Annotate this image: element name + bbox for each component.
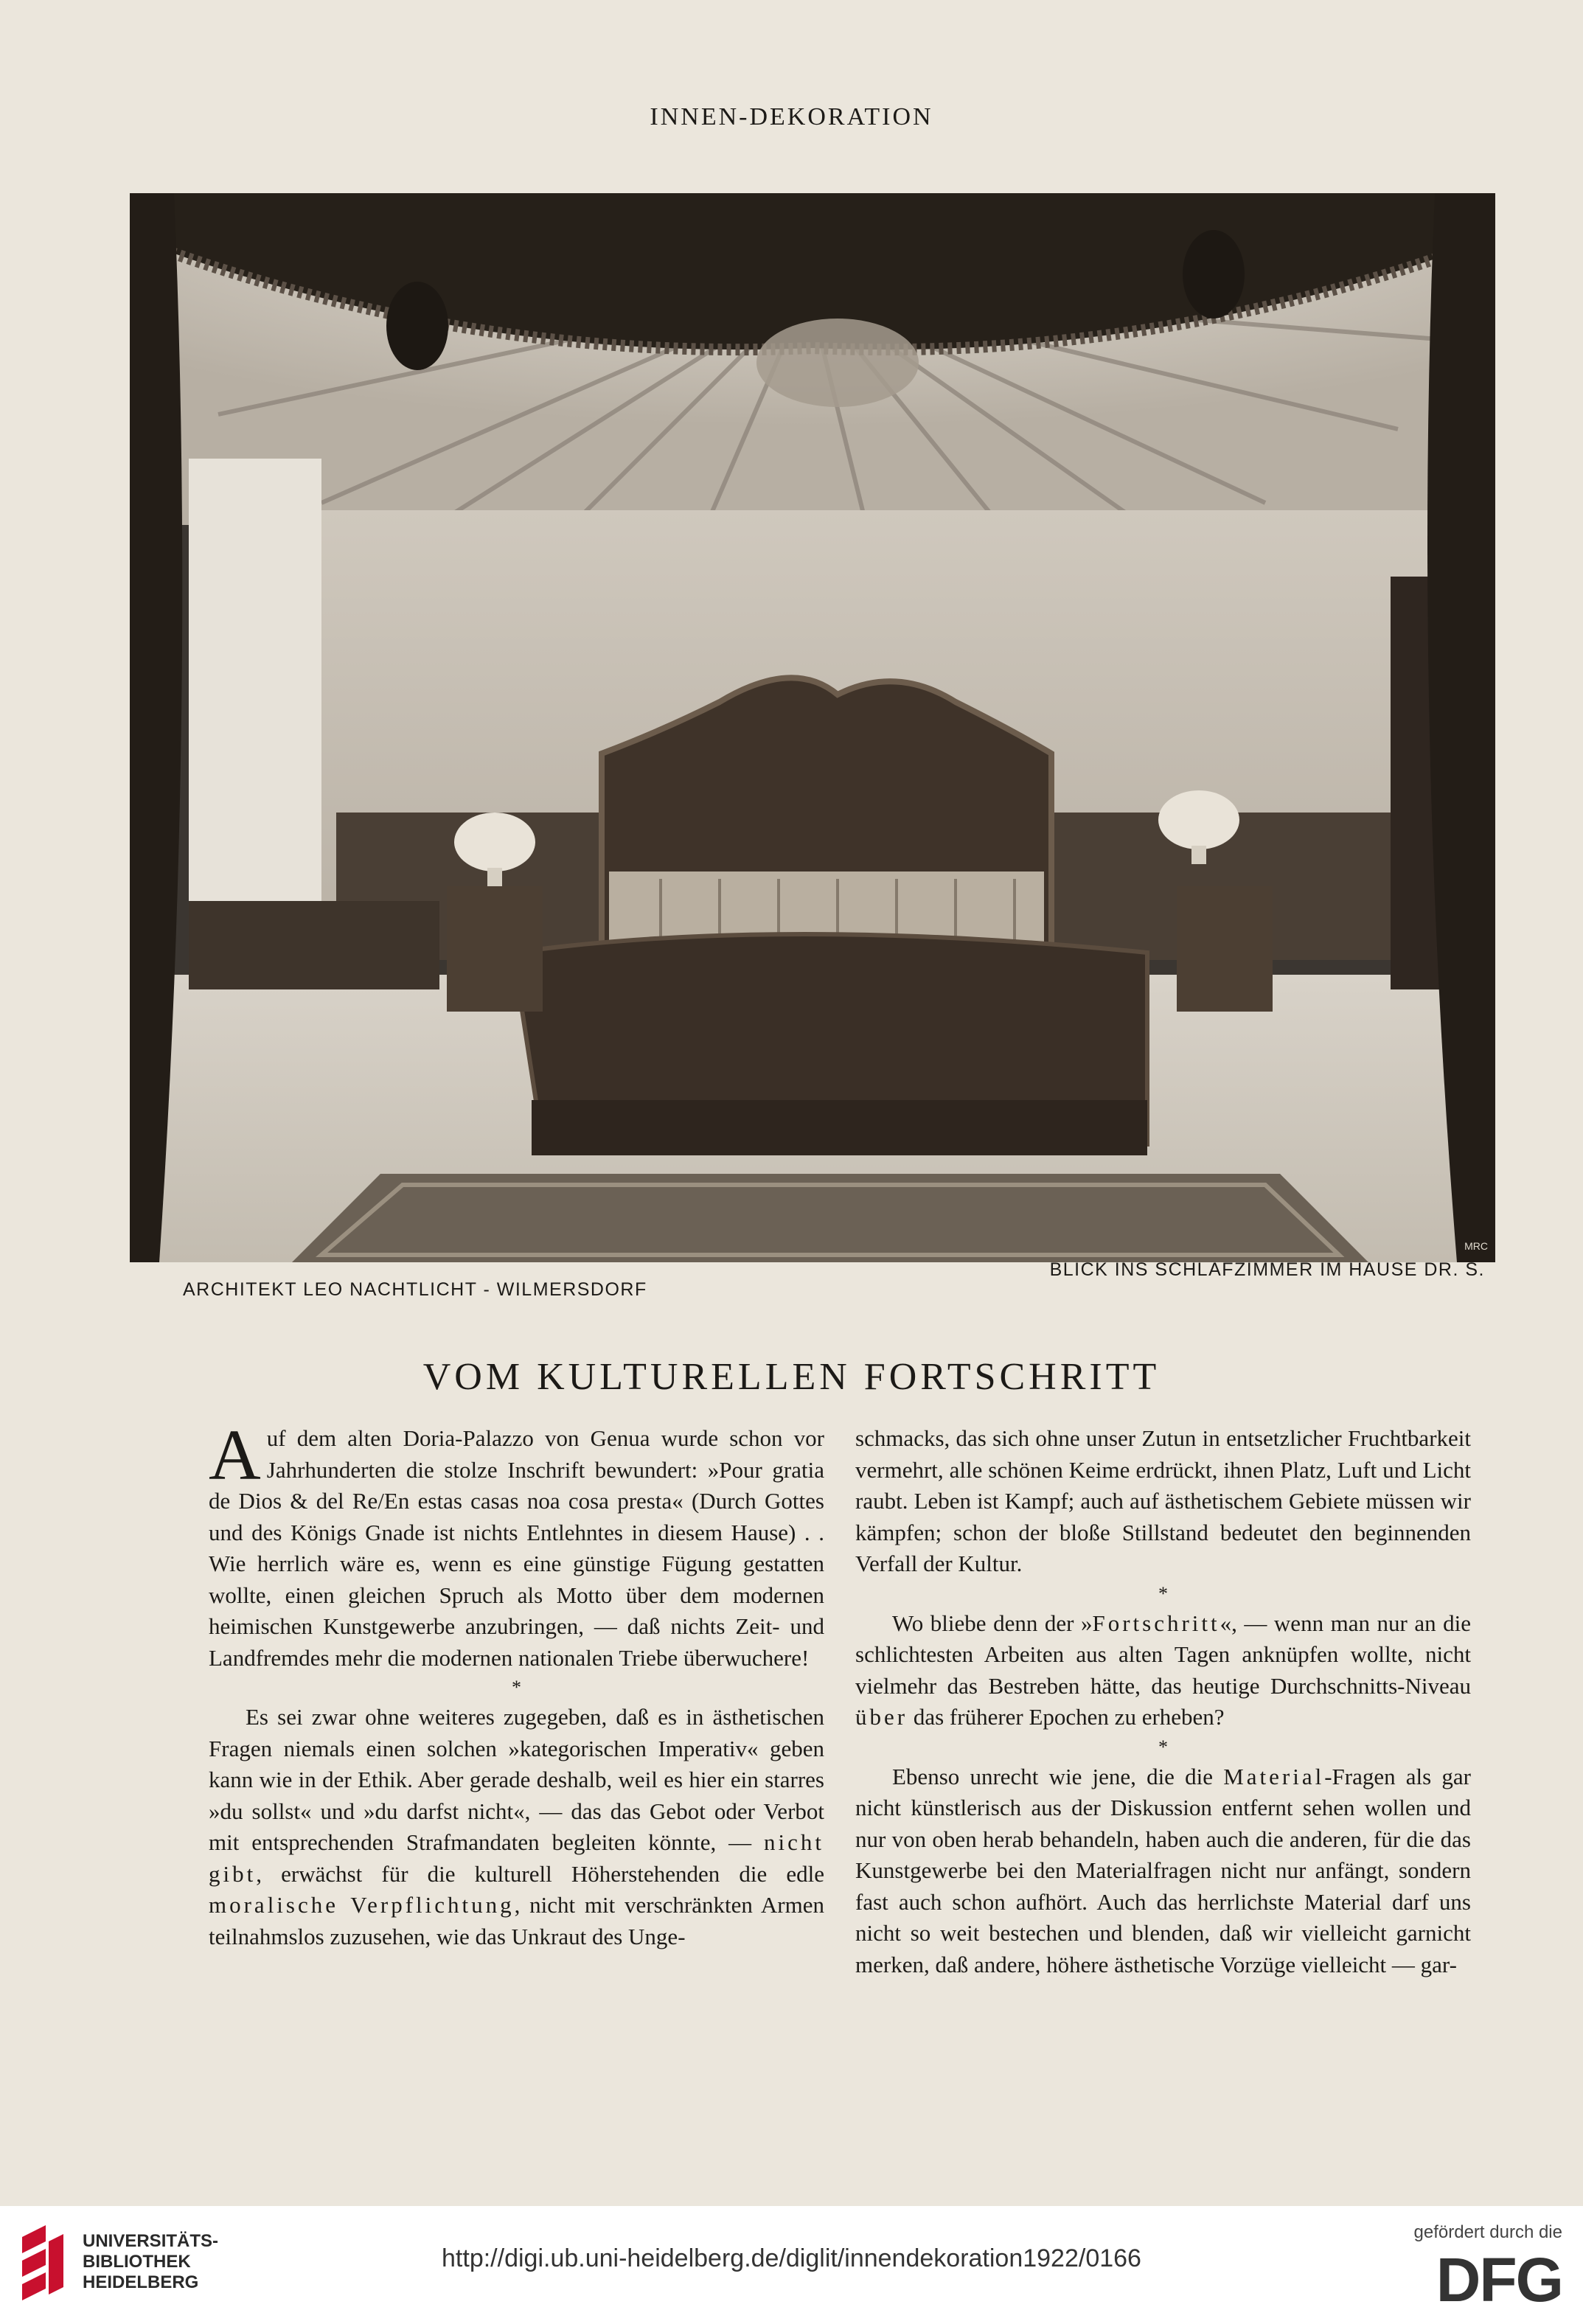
paragraph-text: das früherer Epochen zu erheben? [913, 1704, 1225, 1730]
emphasis-text: Material [1223, 1763, 1325, 1789]
paragraph-text: , erwächst für die kulturell Höherstehenden die edle [256, 1860, 824, 1887]
emphasis-text: Fortschritt [1092, 1610, 1220, 1636]
photo-caption-architect: ARCHITEKT LEO NACHTLICHT - WILMERSDORF [183, 1279, 647, 1300]
section-separator: * [1158, 1736, 1168, 1758]
paragraph [855, 1608, 1471, 1733]
paragraph-text: -Fragen als gar nicht künstlerisch aus der Diskussion entfernt sehen wollen und nur von oben herab behandeln, haben auch die anderen, für die das Kunstgewerbe bei den Materialfragen nicht nur anfängt, sondern fast auch schon aufhört. Auch das herrlichste Material darf uns nicht so weit bestechen und blenden, daß wir vielleicht garnicht merken, daß andere, höhere ästhetische Vorzüge vielleicht — gar- [855, 1763, 1471, 1977]
bedroom-photo-image [130, 193, 1495, 1262]
paragraph-text: «, — wenn man nur an die schlichtesten Arbeiten aus alten Tagen anknüpfen wollte, nicht vielmehr das Bestreben hätte, das heutige Durchschnitts-Niveau [855, 1610, 1471, 1699]
section-separator: * [512, 1677, 521, 1698]
left-column [209, 1416, 825, 1952]
photo-caption-title: BLICK INS SCHLAFZIMMER IM HAUSE DR. S. [1049, 1259, 1485, 1280]
digitization-footer [0, 2206, 1583, 2324]
paragraph-text: uf dem alten Doria-Palazzo von Genua wurde schon vor Jahrhunderten die stolze Inschrift bewundert: »Pour gratia de Dios & del Re/En estas casas noa cosa presta« (Durch Gottes und des Königs Gnade ist nichts Entlehntes in diesem Hause) . . Wie herrlich wäre es, wenn es eine günstige Fügung gestatten wollte, einen gleichen Spruch als Motto über dem modernen heimischen Kunstgewerbe anzubringen, — daß nichts Zeit- und Landfremdes mehr die modernen nationalen Triebe überwuchere! [209, 1425, 824, 1671]
drop-cap: A [209, 1416, 261, 1495]
library-name-line: BIBLIOTHEK [83, 2252, 191, 2272]
bedroom-photograph [130, 193, 1495, 1262]
paragraph-text: , nicht mit verschränkten Armen teilnahmslos zuzusehen, wie das Unkraut des Unge- [209, 1892, 824, 1949]
paragraph-text: Wo bliebe denn der » [892, 1610, 1093, 1636]
paragraph [209, 1702, 824, 1952]
paragraph [209, 1416, 824, 1674]
paragraph [855, 1761, 1471, 1981]
paragraph-text: Es sei zwar ohne weiteres zugegeben, daß es in ästhetischen Fragen niemals einen solchen »kategorischen Imperativ« geben kann wie in der Ethik. Aber gerade deshalb, weil es hier ein starres »du sollst« und »du darfst nicht«, — das das Gebot oder Verbot mit entsprechenden Strafmandaten begleiten könnte, — [209, 1704, 824, 1855]
emphasis-text: nicht gibt [209, 1829, 825, 1887]
right-column [855, 1423, 1471, 1980]
emphasis-text: über [855, 1704, 908, 1730]
funded-by-label: gefördert durch die [1413, 2222, 1562, 2242]
photo-monogram: MRC [1464, 1240, 1488, 1252]
dfg-logo: DFG [1436, 2245, 1562, 2314]
running-head: INNEN-DEKORATION [650, 103, 933, 131]
permalink-url[interactable]: http://digi.ub.uni-heidelberg.de/diglit/innendekoration1922/0166 [442, 2244, 1141, 2272]
paragraph: schmacks, das sich ohne unser Zutun in entsetzlicher Fruchtbarkeit vermehrt, alle schönen Keime erdrückt, ihnen Platz, Luft und Licht raubt. Leben ist Kampf; auch auf ästhetischem Gebiete müssen wir kämpfen; schon der bloße Stillstand bedeutet den beginnenden Verfall der Kultur. [855, 1425, 1471, 1576]
library-name-line: HEIDELBERG [83, 2272, 199, 2292]
paragraph-text: Ebenso unrecht wie jene, die die [892, 1763, 1213, 1789]
section-separator: * [1158, 1582, 1168, 1604]
library-name-line: UNIVERSITÄTS- [83, 2231, 219, 2251]
article-title: VOM KULTURELLEN FORTSCHRITT [422, 1356, 1161, 1398]
emphasis-text: moralische Verpflichtung [209, 1892, 515, 1918]
